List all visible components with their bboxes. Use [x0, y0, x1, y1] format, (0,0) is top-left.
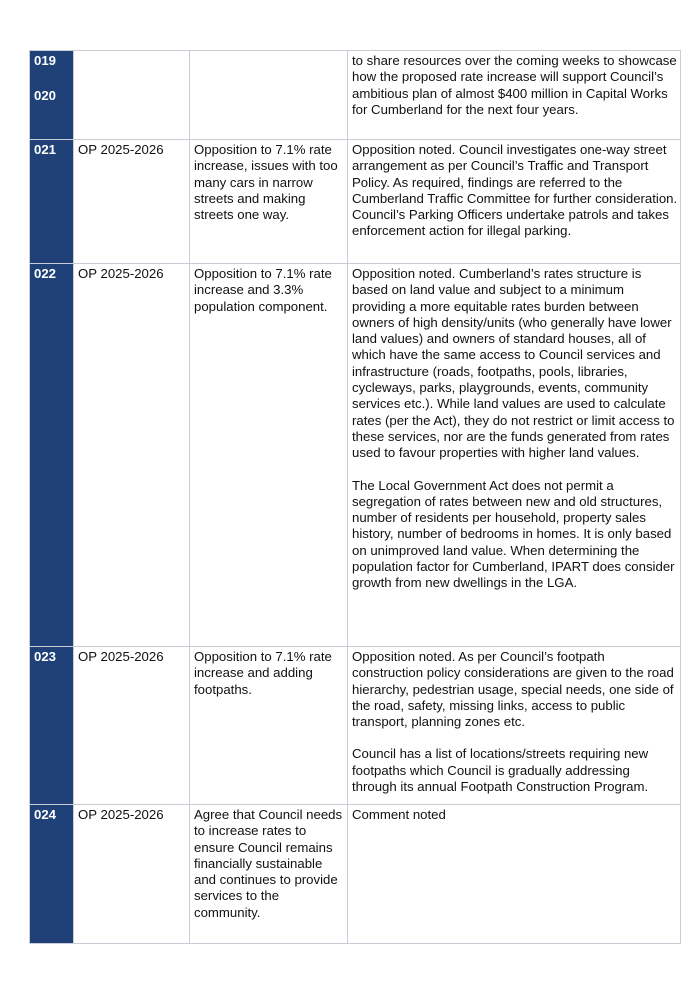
submission-id-cell — [30, 264, 74, 647]
response-cell — [348, 51, 681, 140]
submission-id: 024 — [34, 807, 57, 822]
submission-id: 022 — [34, 266, 57, 281]
plan-cell: OP 2025-2026 — [74, 805, 190, 944]
submission-cell — [190, 51, 348, 140]
response-cell — [348, 647, 681, 805]
submissions-table — [29, 50, 681, 944]
submission-id: 023 — [34, 649, 57, 664]
submission-id: 021 — [34, 142, 57, 157]
submission-id-cell — [30, 805, 74, 944]
response-paragraph: to share resources over the coming weeks to showcase how the proposed rate increase will support Council’s ambitious plan of almost $400 million in Capital Works for Cumberland for the next four years. — [352, 53, 677, 117]
submission-cell: Opposition to 7.1% rate increase and adding footpaths. — [190, 647, 348, 805]
response-paragraph: Council has a list of locations/streets requiring new footpaths which Council is gradually addressing through its annual Footpath Construction Program. — [352, 746, 649, 795]
table-row — [30, 140, 681, 264]
response-cell — [348, 264, 681, 647]
response-paragraph: Opposition noted. As per Council’s footpath construction policy considerations are given to the road hierarchy, pedestrian usage, special needs, one side of the road, safety, missing links, access to public transport, planning zones etc. — [352, 649, 674, 730]
response-paragraph: Opposition noted. Council investigates one-way street arrangement as per Council’s Traffic and Transport Policy. As required, findings are referred to the Cumberland Traffic Committee for further consideration. Council’s Parking Officers undertake patrols and takes enforcement action for illegal parking. — [352, 142, 678, 239]
submission-cell: Opposition to 7.1% rate increase, issues with too many cars in narrow streets and making streets one way. — [190, 140, 348, 264]
submission-id: 020 — [34, 88, 57, 104]
response-cell — [348, 805, 681, 944]
plan-cell: OP 2025-2026 — [74, 140, 190, 264]
response-paragraph: Opposition noted. Cumberland’s rates structure is based on land value and subject to a minimum providing a more equitable rates burden between owners of high density/units (who generally have lower land values) and owners of standard houses, all of which have the same access to Council services and infrastructure (roads, footpaths, pools, libraries, cycleways, parks, playgrounds, events, community services etc.). While land values are used to calculate rates (per the Act), they do not restrict or limit access to these services, nor are the funds generated from rates used to favour properties with higher land values. — [352, 266, 675, 461]
submission-id-cell — [30, 51, 74, 140]
submission-id-cell — [30, 140, 74, 264]
table-row — [30, 51, 681, 140]
table-row — [30, 647, 681, 805]
submission-id-cell — [30, 647, 74, 805]
submission-cell: Agree that Council needs to increase rates to ensure Council remains financially sustainable and continues to provide services to the community. — [190, 805, 348, 944]
table-row — [30, 264, 681, 647]
submission-cell: Opposition to 7.1% rate increase and 3.3% population component. — [190, 264, 348, 647]
response-paragraph: Comment noted — [352, 807, 446, 822]
plan-cell — [74, 51, 190, 140]
table-row — [30, 805, 681, 944]
plan-cell: OP 2025-2026 — [74, 647, 190, 805]
plan-cell: OP 2025-2026 — [74, 264, 190, 647]
response-cell — [348, 140, 681, 264]
submission-id: 019 — [34, 53, 57, 68]
response-paragraph: The Local Government Act does not permit a segregation of rates between new and old structures, number of residents per household, property sales history, number of bedrooms in homes. It is only based on unimproved land value. When determining the population factor for Cumberland, IPART does consider growth from new dwellings in the LGA. — [352, 477, 675, 591]
